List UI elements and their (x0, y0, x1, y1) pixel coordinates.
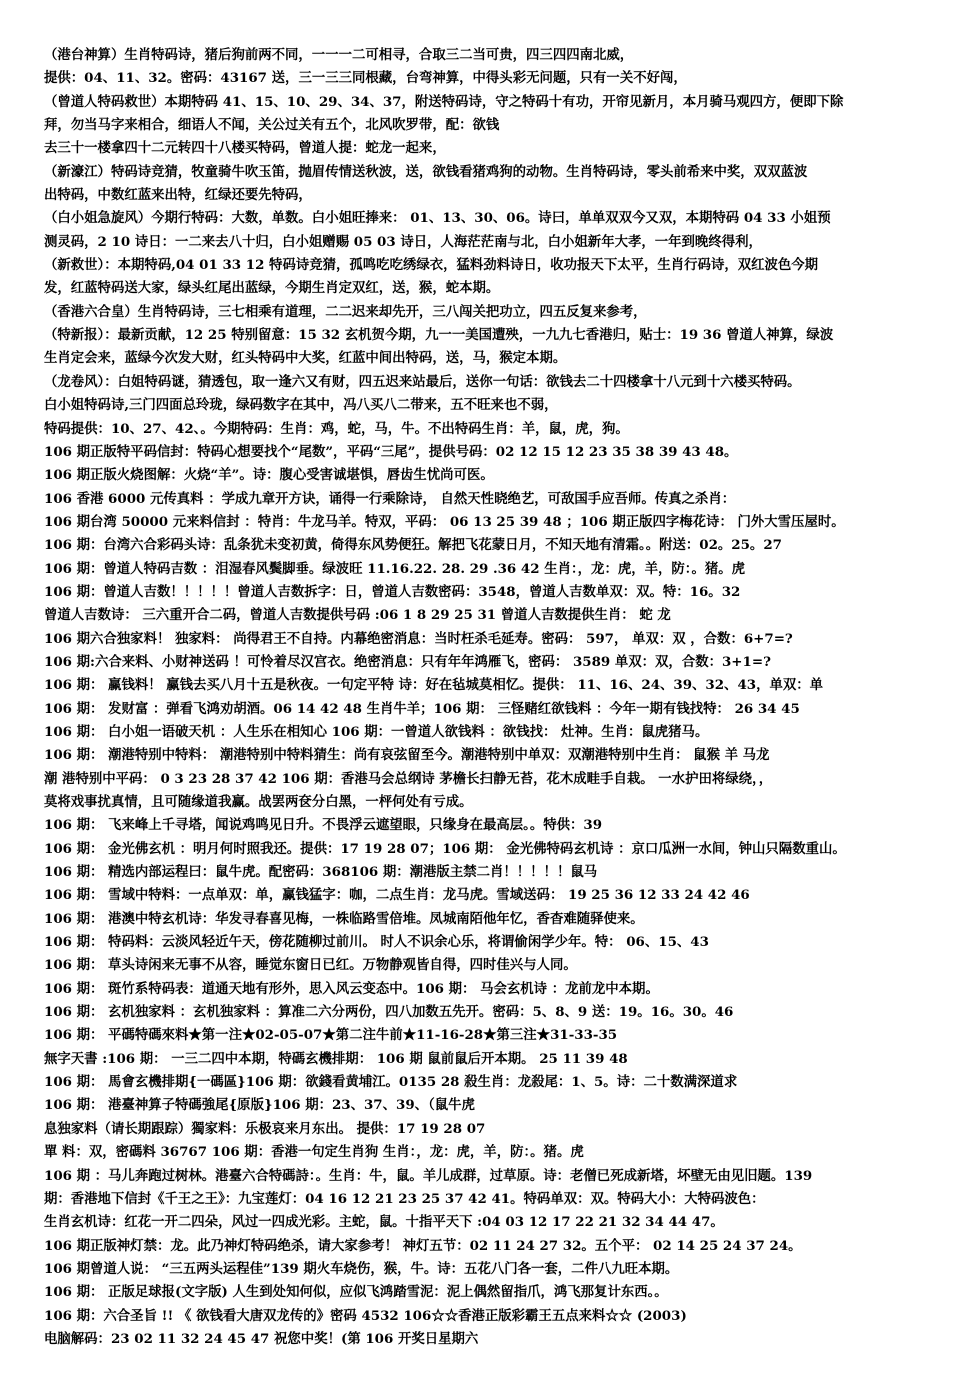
text-line: 106 期： 白小姐一语破天机 ：人生乐在相知心 106 期：一曾道人欲钱料 ：欲钱找： 灶神。生肖：鼠虎猪马。 (44, 723, 709, 740)
text-line: 106 期： 馬會玄機排期{一碼區}106 期：欲錢看黄埔江。0135 28 殺生肖：龙殺尾：1、5。诗：二十数满深道求 (44, 1074, 738, 1091)
text-line: 莫将戏事扰真情，且可随缘道我赢。战罢两奁分白黑，一枰何处有亏成。 (44, 794, 473, 810)
text-line: （香港六合皇）生肖特码诗，三七相乘有道理，二二迟来却先开，三八闯关把功立，四五反复来参考， (44, 303, 647, 320)
text-line: 潮 港特别中平码： 0 3 23 28 37 42 106 期：香港马会总纲诗 茅檐长扫静无苔，花木成畦手自栽。 一水护田将绿绕，， (44, 770, 773, 787)
text-line: 106 期:六合来料、小财神送码 ！可怜着尽汉宫衣。绝密消息：只有年年鸿雁飞，密码： 3589 单双：双，合数：3+1=? (44, 653, 771, 670)
text-line: 拜，勿当马字来相合，细语人不闻，关公过关有五个，北风吹罗带，配：欲钱 (44, 117, 500, 134)
text-line: （特新报）：最新贡献，12 25 特别留意：15 32 玄机贺今期，九一一美国遭殃，一九九七香港归，贴士：19 36 曾道人神算，绿波 (44, 327, 834, 344)
text-line: （港台神算）生肖特码诗，猪后狗前两不同，一一一二可相寻，合取三二当可贵，四三四四南北威， (44, 47, 634, 63)
text-line: 106 期六合独家料！ 独家料： 尚得君王不自持。内幕绝密消息：当时枉杀毛延寿。密码： 597， 单双：双 ，合数：6+7=? (44, 630, 793, 647)
text-line: 106 期台湾 50000 元来料信封 ：特肖：牛龙马羊。特双，平码： 06 13 25 39 48 ；106 期正版四字梅花诗： 门外大雪压屋时。 (44, 513, 845, 530)
text-line: 106 期曾道人说： “三五两头运程佳”139 期火车烧伤，猴，牛。诗：五花八门各一套，二件八九旺本期。 (44, 1260, 679, 1277)
text-line: 期：香港地下信封《千王之王》：九宝莲灯：04 16 12 21 23 25 37 42 41。特码单双：双。特码大小：大特码波色： (44, 1190, 765, 1207)
text-line: 106 期： 雪域中特料：一点单双：单，赢钱猛字：咖，二点生肖：龙马虎。雪域送码： 19 25 36 12 33 24 42 46 (44, 887, 750, 904)
text-line: （曾道人特码救世）本期特码 41、15、10、29、34、37，附送特码诗，守之特码十有功，开帘见新月，本月骑马观四方，便即下除 (44, 93, 844, 110)
text-line: 生肖定会来，蓝绿今次发大财，红头特码中大奖，红蓝中间出特码，送，马，猴定本期。 (44, 350, 567, 367)
text-line: 测灵码，2 10 诗日：一二来去八十归，白小姐赠赐 05 03 诗日，人海茫茫南与北，白小姐新年大孝，一年到晚终得利， (44, 233, 762, 250)
text-line: 106 期： 精选内部运程曰：鼠牛虎。配密码：368106 期：潮港版主禁二肖！！！！！鼠马 (44, 864, 598, 881)
text-line: 106 期 ：马儿奔跑过树林。港臺六合特碼詩：。生肖：牛，鼠。羊儿成群，过草原。诗：老僧已死成新塔，坏壁无由见旧题。139 (44, 1167, 813, 1184)
text-line: 曾道人吉数诗： 三六重开合二码，曾道人吉数提供号码 :06 1 8 29 25 31 曾道人吉数提供生肖： 蛇 龙 (44, 607, 671, 624)
text-line: 生肖玄机诗：红花一开二四朵，风过一四成光彩。主蛇，鼠。十指平天下 :04 03 12 17 22 21 32 34 44 47。 (44, 1214, 724, 1231)
text-line: 提供：04、11、32。密码：43167 送，三一三三同根藏，台弯神算，中得头彩无问题，只有一关不好闯， (44, 70, 687, 87)
text-line: （新救世）：本期特码,04 01 33 12 特码诗竞猜，孤鸣吃吃绣绿衣，猛料劲料诗日，收功报天下太平，生肖行码诗，双红波色今期 (44, 257, 819, 274)
text-line: 106 期： 玄机独家料 ：玄机独家料 ：算准二六分两份，四八加数五先开。密码：5、8、9 送：19。16。30。46 (44, 1004, 734, 1021)
text-line: 106 期： 斑竹系特码表：道通天地有形外，思入风云变态中。106 期： 马会玄机诗 ：龙前龙中本期。 (44, 980, 659, 997)
text-line: 106 期：曾道人特码吉数 ：泪湿春风鬓脚垂。绿波旺 11.16.22. 28. 29 .36 42 生肖：，龙：虎，羊，防：。猪。虎 (44, 560, 746, 577)
text-line: 106 期： 正版足球报(文字版) 人生到处知何似，应似飞鸿踏雪泥：泥上偶然留指爪，鸿飞那复计东西。。 (44, 1284, 668, 1301)
text-line: 发，红蓝特码送大家，绿头红尾出蓝绿，今期生肖定双红，送，猴，蛇本期。 (44, 280, 500, 297)
text-line: 特码提供：10、27、42、。今期特码：生肖：鸡，蛇，马，牛。不出特码生肖：羊，鼠，虎，狗。 (44, 420, 629, 437)
text-line: （白小姐急旋风）今期行特码：大数，单数。白小姐旺捧来： 01、13、30、06。诗曰，单单双双今又双，本期特码 04 33 小姐预 (44, 210, 831, 227)
text-line: 106 期： 港臺神算子特碼強尾{原版}106 期：23、37、39、（鼠牛虎 (44, 1097, 475, 1114)
text-line: 106 期： 港澳中特玄机诗：华发寻春喜见梅，一株临路雪倍堆。凤城南陌他年忆，香杳难随驿使来。 (44, 910, 644, 927)
text-line: 單 料：双，密碼料 36767 106 期：香港一句定生肖狗 生肖：，龙：虎，羊，防：。猪。虎 (44, 1144, 584, 1161)
text-line: 106 香港 6000 元传真料 ：学成九章开方诀，诵得一行乘除诗， 自然天性晓绝艺，可敌国手应吾师。传真之杀肖： (44, 490, 736, 507)
text-line: 106 期： 草头诗闲来无事不从容，睡觉东窗日已红。万物静观皆自得，四时佳兴与人同。 (44, 957, 577, 974)
text-line: 去三十一楼拿四十二元转四十八楼买特码，曾道人提：蛇龙一起来， (44, 140, 446, 157)
text-line: 106 期：六合圣旨 !! 《 欲钱看大唐双龙传的》密码 4532 106☆☆香港正版彩霸王五点来料☆☆ (2003) (44, 1307, 687, 1324)
text-line: 106 期： 平碼特碼來料★第一注★02-05-07★第二注牛前★11-16-28★第三注★31-33-35 (44, 1027, 618, 1044)
text-line: 106 期： 赢钱料！ 赢钱去买八月十五是秋夜。一句定平特 诗：好在毡城莫相忆。提供： 11、16、24、39、32、43，单双：单 (44, 677, 824, 694)
text-line: （龙卷风）：白姐特码谜，猜透包，取一逢六又有财，四五迟来站最后，送你一句话：欲钱去二十四楼拿十八元到十六楼买特码。 (44, 373, 801, 390)
text-line: 出特码，中数红蓝来出特，红绿还要先特码， (44, 187, 312, 204)
text-line: 106 期正版特平码信封：特码心想要找个“尾数”，平码“三尾”，提供号码：02 12 15 12 23 35 38 39 43 48。 (44, 443, 738, 460)
text-line: 106 期正版神灯禁：龙。此乃神灯特码绝杀，请大家参考！ 神灯五节：02 11 24 27 32。五个平： 02 14 25 24 37 24。 (44, 1237, 802, 1254)
text-line: 106 期： 发财富 ：弹看飞鸿劝胡酒。06 14 42 48 生肖牛羊；106 期： 三怪赌红欲钱料 ：今年一期有钱找特： 26 34 45 (44, 700, 800, 717)
text-line: 电脑解码：23 02 11 32 24 45 47 祝您中奖！(第 106 开奖日星期六 (44, 1330, 479, 1347)
text-line: 無字天書 :106 期： 一三二四中本期，特碼玄機排期： 106 期 鼠前鼠后开本期。 25 11 39 48 (44, 1050, 628, 1067)
text-line: 106 期： 潮港特别中特料： 潮港特别中特料猜生：尚有哀弦留至今。潮港特别中单双：双潮港特别中生肖： 鼠猴 羊 马龙 (44, 747, 770, 764)
text-line: 白小姐特码诗,三门四面总玲珑，绿码数字在其中，冯八买八二带来，五不旺来也不弱， (44, 397, 558, 414)
text-line: 106 期正版火烧图解：火烧“羊”。诗：腹心受害诚堪惧，唇齿生忧尚可医。 (44, 467, 494, 484)
text-line: 106 期：台湾六合彩码头诗：乱条犹未变初黄，倚得东风势便狂。解把飞花蒙日月，不知天地有清霜。。附送：02。25。27 (44, 537, 782, 554)
text-line: 106 期：曾道人吉数！！！！！曾道人吉数拆字：日，曾道人吉数密码：3548，曾道人吉数单双：双。特：16。32 (44, 583, 741, 600)
text-line: 息独家料（请长期跟踪）獨家料：乐极哀来月东出。 提供：17 19 28 07 (44, 1120, 486, 1137)
text-line: 106 期： 特码料：云淡风轻近午天，傍花随柳过前川。 时人不识余心乐，将谓偷闲学少年。特： 06、15、43 (44, 934, 709, 951)
text-line: 106 期： 飞来峰上千寻塔，闻说鸡鸣见日升。不畏浮云遮望眼，只缘身在最高层。。特供：39 (44, 817, 603, 834)
text-line: （新濠江）特码诗竞猜，牧童骑牛吹玉笛，抛眉传情送秋波，送，欲钱看猪鸡狗的动物。生肖特码诗，零头前希来中奖，双双蓝波 (44, 163, 808, 180)
text-line: 106 期： 金光佛玄机 ：明月何时照我还。提供：17 19 28 07；106 期： 金光佛特码玄机诗 ：京口瓜洲一水间，钟山只隔数重山。 (44, 840, 846, 857)
